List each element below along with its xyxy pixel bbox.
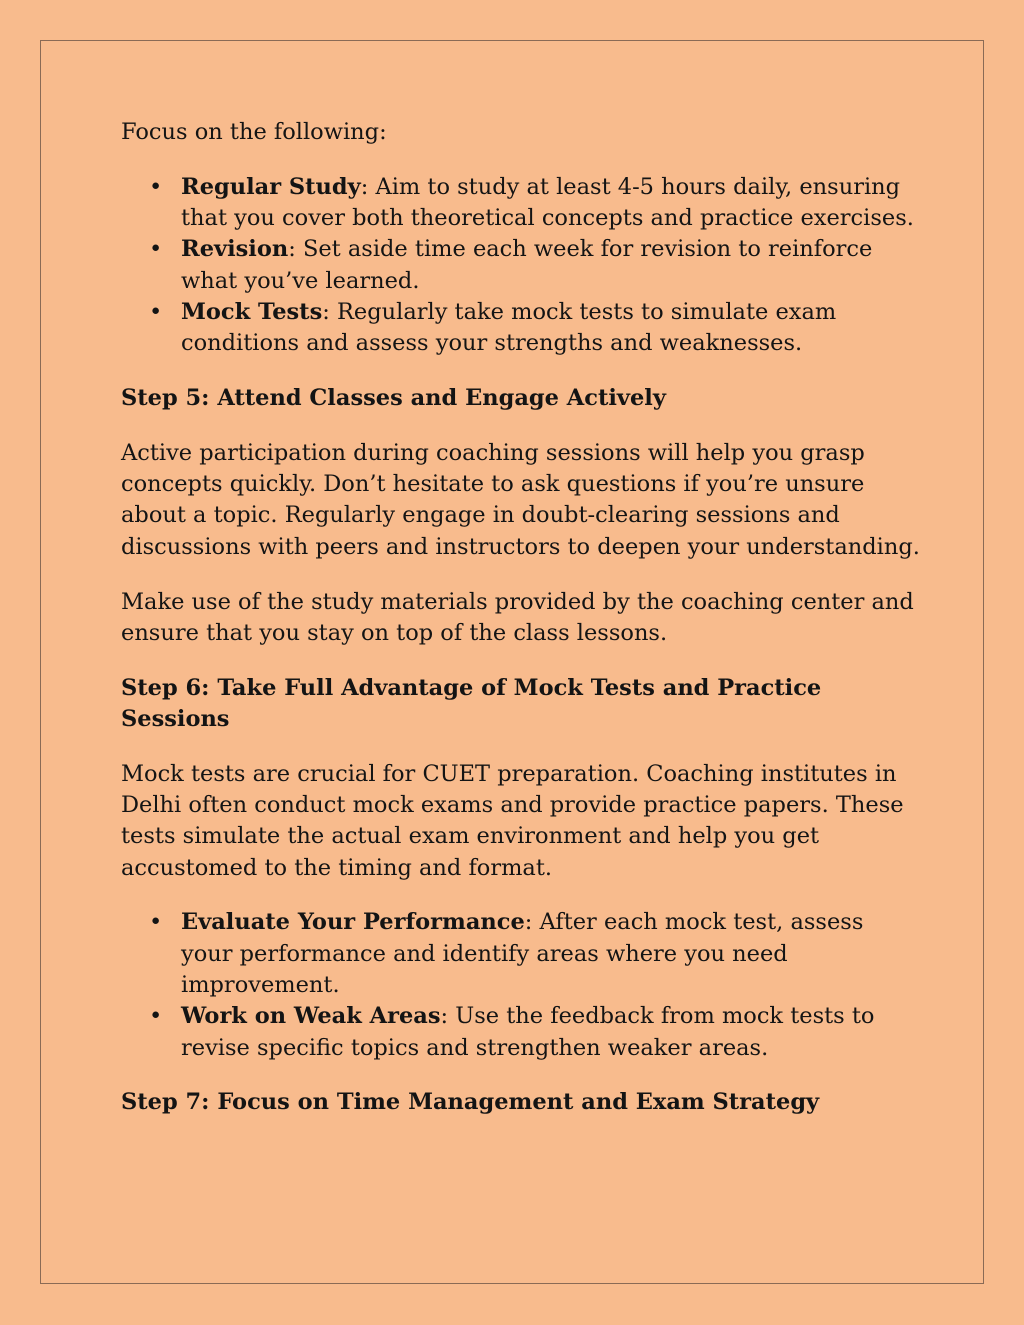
step6-heading: Step 6: Take Full Advantage of Mock Tests and Practice Sessions (121, 674, 822, 732)
list-item-term: Evaluate Your Performance (181, 909, 525, 936)
focus-list (121, 172, 921, 360)
list-item (121, 234, 921, 297)
list-item (121, 907, 921, 1001)
bullet-icon: • (149, 236, 163, 263)
intro-text: Focus on the following: (121, 119, 387, 145)
list-item-term: Regular Study (181, 173, 361, 200)
list-item-text: : Aim to study at least 4-5 hours daily, ensuring that you cover both theoretical concepts and practice exercises. (181, 173, 914, 232)
list-item (121, 172, 921, 235)
step5-paragraph-2: Make use of the study materials provided by the coaching center and ensure that you stay on top of the class lessons. (121, 588, 914, 646)
bullet-icon: • (149, 909, 163, 936)
mock-test-list (121, 907, 921, 1063)
list-item-text: : Regularly take mock tests to simulate exam conditions and assess your strengths and weaknesses. (181, 298, 837, 357)
list-item-term: Mock Tests (181, 298, 323, 325)
bullet-icon: • (149, 298, 163, 325)
step6-paragraph-1: Mock tests are crucial for CUET preparation. Coaching institutes in Delhi often conduct mock exams and provide practice papers. These tests simulate the actual exam environment and help you get accustomed to the timing and format. (121, 760, 904, 881)
bullet-icon: • (149, 1003, 163, 1030)
list-item (121, 1001, 921, 1064)
list-item-term: Revision (181, 236, 289, 263)
step5-heading: Step 5: Attend Classes and Engage Actively (121, 385, 666, 412)
list-item-text: : After each mock test, assess your performance and identify areas where you need improvement. (181, 909, 864, 999)
step5-paragraph-1: Active participation during coaching sessions will help you grasp concepts quickly. Don’t hesitate to ask questions if you’re unsure about a topic. Regularly engage in doubt-clearing sessions and discussions with peers and instructors to deepen your understanding. (121, 439, 920, 560)
list-item (121, 297, 921, 360)
list-item-text: : Use the feedback from mock tests to revise specific topics and strengthen weaker areas. (181, 1003, 875, 1061)
step7-heading: Step 7: Focus on Time Management and Exam Strategy (121, 1089, 820, 1116)
list-item-text: : Set aside time each week for revision to reinforce what you’ve learned. (181, 236, 873, 294)
list-item-term: Work on Weak Areas (181, 1003, 441, 1030)
bullet-icon: • (149, 173, 163, 200)
document-body (121, 117, 921, 1142)
